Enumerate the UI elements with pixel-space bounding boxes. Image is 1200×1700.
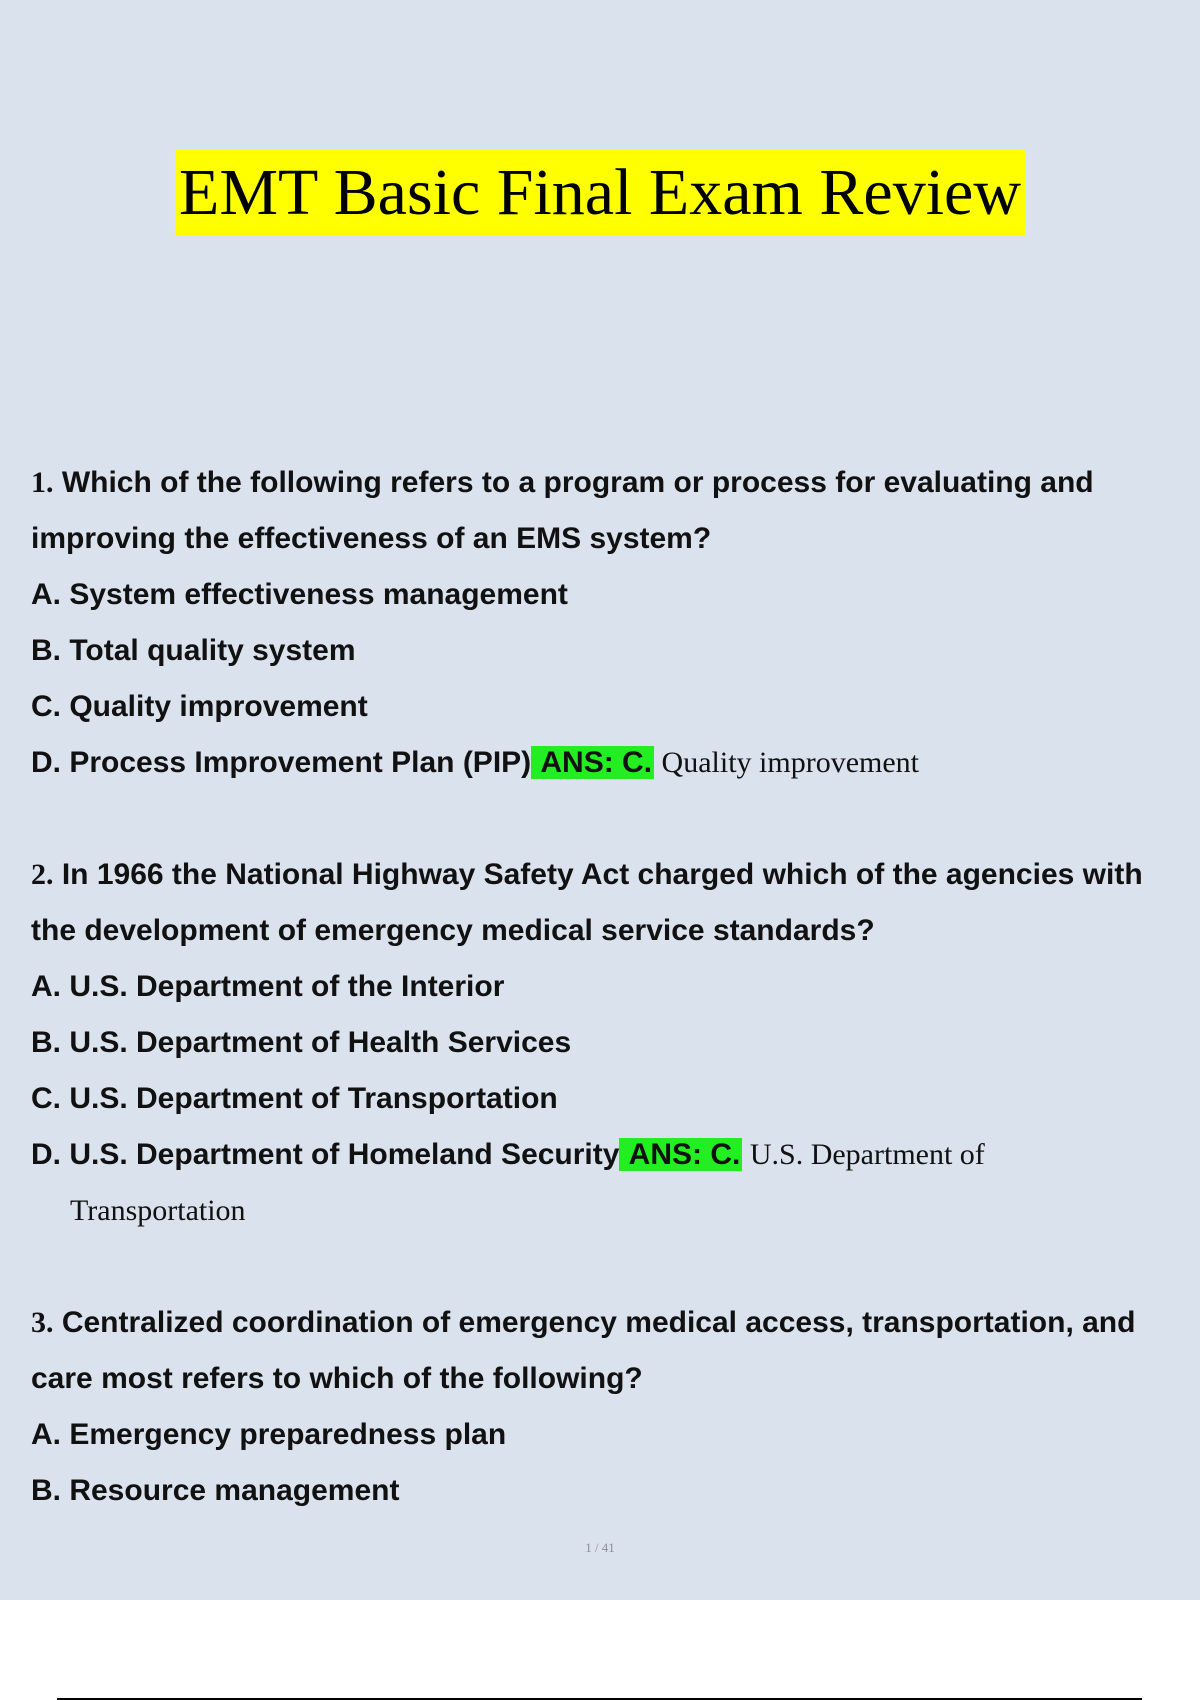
- option-a: A. Emergency preparedness plan: [31, 1418, 507, 1451]
- spacer: [31, 791, 1200, 847]
- question-number: 1.: [31, 466, 54, 499]
- option-d: [31, 1127, 1200, 1183]
- title-container: [0, 150, 1200, 236]
- answer-text-continued: Transportation: [70, 1194, 246, 1227]
- answer-text: Quality improvement: [654, 746, 919, 779]
- question-stem-line: [31, 455, 1200, 511]
- answer-highlight: ANS: C.: [621, 1138, 741, 1171]
- question-number: 3.: [31, 1306, 54, 1339]
- question-stem: Which of the following refers to a program or process for evaluating and: [53, 466, 1094, 499]
- question-stem: In 1966 the National Highway Safety Act charged which of the agencies with: [53, 858, 1143, 891]
- question-2: [31, 847, 1200, 1239]
- page-number: 1 / 41: [585, 1540, 615, 1555]
- option-c: C. U.S. Department of Transportation: [31, 1082, 558, 1115]
- spacer: [31, 1239, 1200, 1295]
- answer-text: U.S. Department of: [742, 1138, 985, 1171]
- option-b: B. Total quality system: [31, 634, 356, 667]
- document-title: EMT Basic Final Exam Review: [175, 150, 1025, 236]
- option-c: C. Quality improvement: [31, 690, 368, 723]
- answer-highlight: ANS: C.: [533, 746, 653, 779]
- question-stem-line: care most refers to which of the following?: [31, 1362, 643, 1395]
- option-d-text: D. U.S. Department of Homeland Security: [31, 1138, 620, 1171]
- option-b: B. Resource management: [31, 1474, 400, 1507]
- question-stem: Centralized coordination of emergency medical access, transportation, and: [53, 1306, 1136, 1339]
- option-d: [31, 735, 1200, 791]
- option-b: B. U.S. Department of Health Services: [31, 1026, 572, 1059]
- question-list: [31, 455, 1200, 1519]
- question-stem-line: improving the effectiveness of an EMS system?: [31, 522, 712, 555]
- question-number: 2.: [31, 858, 54, 891]
- question-stem-line: [31, 847, 1200, 903]
- option-a: A. System effectiveness management: [31, 578, 568, 611]
- question-3: [31, 1295, 1200, 1519]
- option-d-text: D. Process Improvement Plan (PIP): [31, 746, 532, 779]
- question-1: [31, 455, 1200, 791]
- option-a: A. U.S. Department of the Interior: [31, 970, 505, 1003]
- question-stem-line: [31, 1295, 1200, 1351]
- question-stem-line: the development of emergency medical service standards?: [31, 914, 875, 947]
